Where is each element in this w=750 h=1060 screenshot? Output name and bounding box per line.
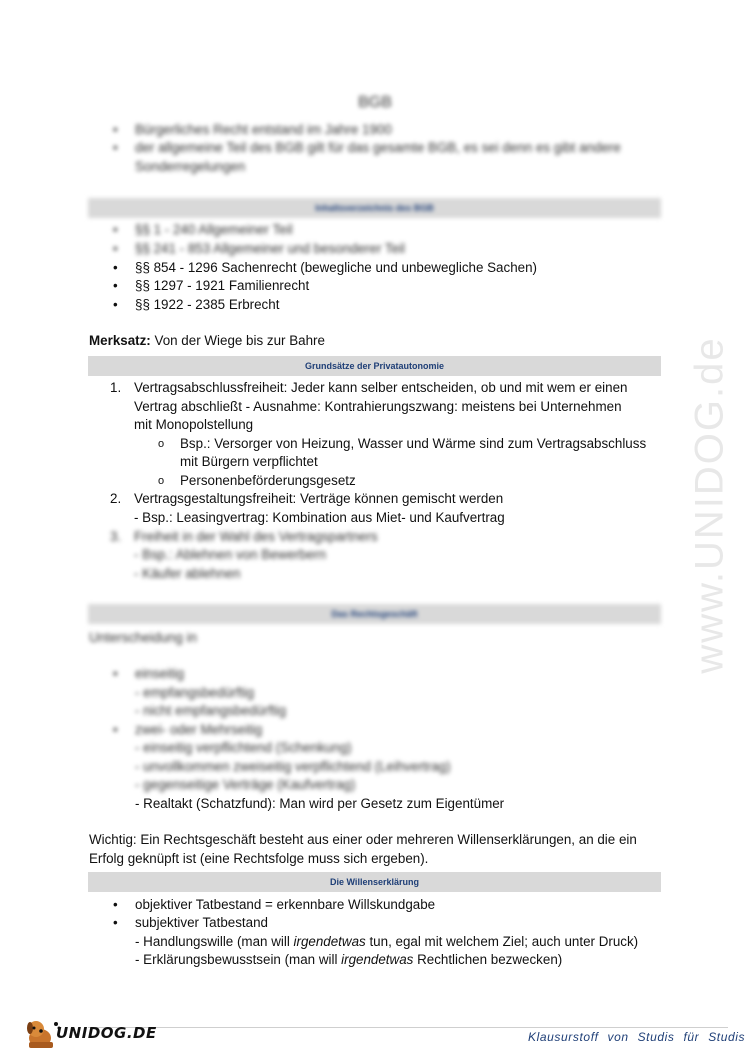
list-number: 1.: [110, 380, 122, 395]
mehrseitig-sub-2: - unvollkommen zweiseitig verpflichtend (Leihvertrag): [135, 759, 451, 774]
toc-item-1: • §§ 1 - 240 Allgemeiner Teil: [135, 221, 293, 239]
section-heading-willenserklaerung: Die Willenserklärung: [88, 872, 661, 892]
section-heading-privatautonomie: Grundsätze der Privatautonomie: [88, 356, 661, 376]
section-heading-rechtsgeschaeft: Das Rechtsgeschäft: [88, 604, 661, 624]
mehrseitig-sub-4: - Realtakt (Schatzfund): Man wird per Gesetz zum Eigentümer: [135, 796, 505, 811]
merksatz-text: Von der Wiege bis zur Bahre: [150, 333, 325, 348]
toc-item-2: • §§ 241 - 853 Allgemeiner und besonderer Teil: [135, 240, 405, 258]
unterscheidung-intro: Unterscheidung in: [89, 630, 197, 645]
toc-item-3: • §§ 854 - 1296 Sachenrecht (bewegliche und unbewegliche Sachen): [135, 259, 537, 277]
erklaerungsbewusstsein-em: irgendetwas: [341, 952, 414, 967]
principle-2-line-2: - Bsp.: Leasingvertrag: Kombination aus Miet- und Kaufvertrag: [134, 510, 505, 525]
erklaerungsbewusstsein-pre: - Erklärungsbewusstsein (man will: [135, 952, 342, 967]
erklaerungsbewusstsein: [135, 951, 562, 969]
principle-3-line-1: [110, 528, 378, 546]
type-einseitig: • einseitig: [135, 665, 184, 683]
principle-3-line-3: - Käufer ablehnen: [134, 566, 241, 581]
toc-item-5: • §§ 1922 - 2385 Erbrecht: [135, 296, 279, 314]
list-number: 2.: [110, 491, 122, 506]
tatbestand-subjektiv: • subjektiver Tatbestand: [135, 914, 268, 932]
page-title: BGB: [358, 94, 392, 111]
principle-3-line-2: - Bsp.: Ablehnen von Bewerbern: [134, 547, 327, 562]
watermark: [687, 270, 732, 740]
toc-item-4: • §§ 1297 - 1921 Familienrecht: [135, 277, 309, 295]
principle-1-sub-2: o Personenbeförderungsgesetz: [180, 472, 356, 490]
einseitig-sub-2: - nicht empfangsbedürftig: [135, 703, 287, 718]
intro-line-2: • der allgemeine Teil des BGB gilt für das gesamte BGB, es sei denn es gibt andere: [135, 139, 621, 157]
principle-1-sub-1-cont: mit Bürgern verpflichtet: [180, 454, 318, 469]
principle-1-line-2: Vertrag abschließt - Ausnahme: Kontrahierungszwang: meistens bei Unternehmen: [134, 399, 622, 414]
wichtig-line-1: Wichtig: Ein Rechtsgeschäft besteht aus einer oder mehreren Willenserklärungen, an die ein: [89, 832, 637, 847]
intro-line-1: • Bürgerliches Recht entstand im Jahre 1900: [135, 121, 392, 139]
principle-2-line-1: [110, 490, 504, 508]
principle-1-line-1: [110, 379, 628, 397]
erklaerungsbewusstsein-post: Rechtlichen bezwecken): [413, 952, 563, 967]
footer-tagline: Klausurstoff von Studis für Studis: [528, 1030, 746, 1044]
einseitig-sub-1: - empfangsbedürftig: [135, 685, 255, 700]
mehrseitig-sub-1: - einseitig verpflichtend (Schenkung): [135, 740, 352, 755]
footer-divider: [88, 1027, 728, 1028]
handlungswille-pre: - Handlungswille (man will: [135, 934, 294, 949]
logo-text: UNIDOG.DE: [56, 1024, 157, 1042]
handlungswille-post: tun, egal mit welchem Ziel; auch unter Druck): [365, 934, 639, 949]
tatbestand-objektiv: • objektiver Tatbestand = erkennbare Willskundgabe: [135, 896, 435, 914]
handlungswille: [135, 933, 638, 951]
section-heading-inhalt: Inhaltsverzeichnis des BGB: [88, 198, 661, 218]
wichtig-line-2: Erfolg geknüpft ist (eine Rechtsfolge muss sich ergeben).: [89, 851, 429, 866]
watermark-text: www.UNIDOG.de: [687, 336, 732, 674]
principle-1-sub-1: o Bsp.: Versorger von Heizung, Wasser und Wärme sind zum Vertragsabschluss: [180, 435, 646, 453]
principle-3-text: Freiheit in der Wahl des Vertragspartners: [134, 529, 378, 544]
mehrseitig-sub-3: - gegenseitige Verträge (Kaufvertrag): [135, 777, 356, 792]
type-mehrseitig: • zwei- oder Mehrseitig: [135, 721, 262, 739]
handlungswille-em: irgendetwas: [293, 934, 366, 949]
list-number: 3.: [110, 529, 122, 544]
merksatz: [89, 332, 325, 350]
principle-1-text: Vertragsabschlussfreiheit: Jeder kann selber entscheiden, ob und mit wem er einen: [134, 380, 628, 395]
intro-line-3: Sonderregelungen: [135, 159, 246, 174]
principle-1-line-3: mit Monopolstellung: [134, 417, 254, 432]
merksatz-label: Merksatz:: [89, 333, 151, 348]
principle-2-text: Vertragsgestaltungsfreiheit: Verträge können gemischt werden: [134, 491, 504, 506]
